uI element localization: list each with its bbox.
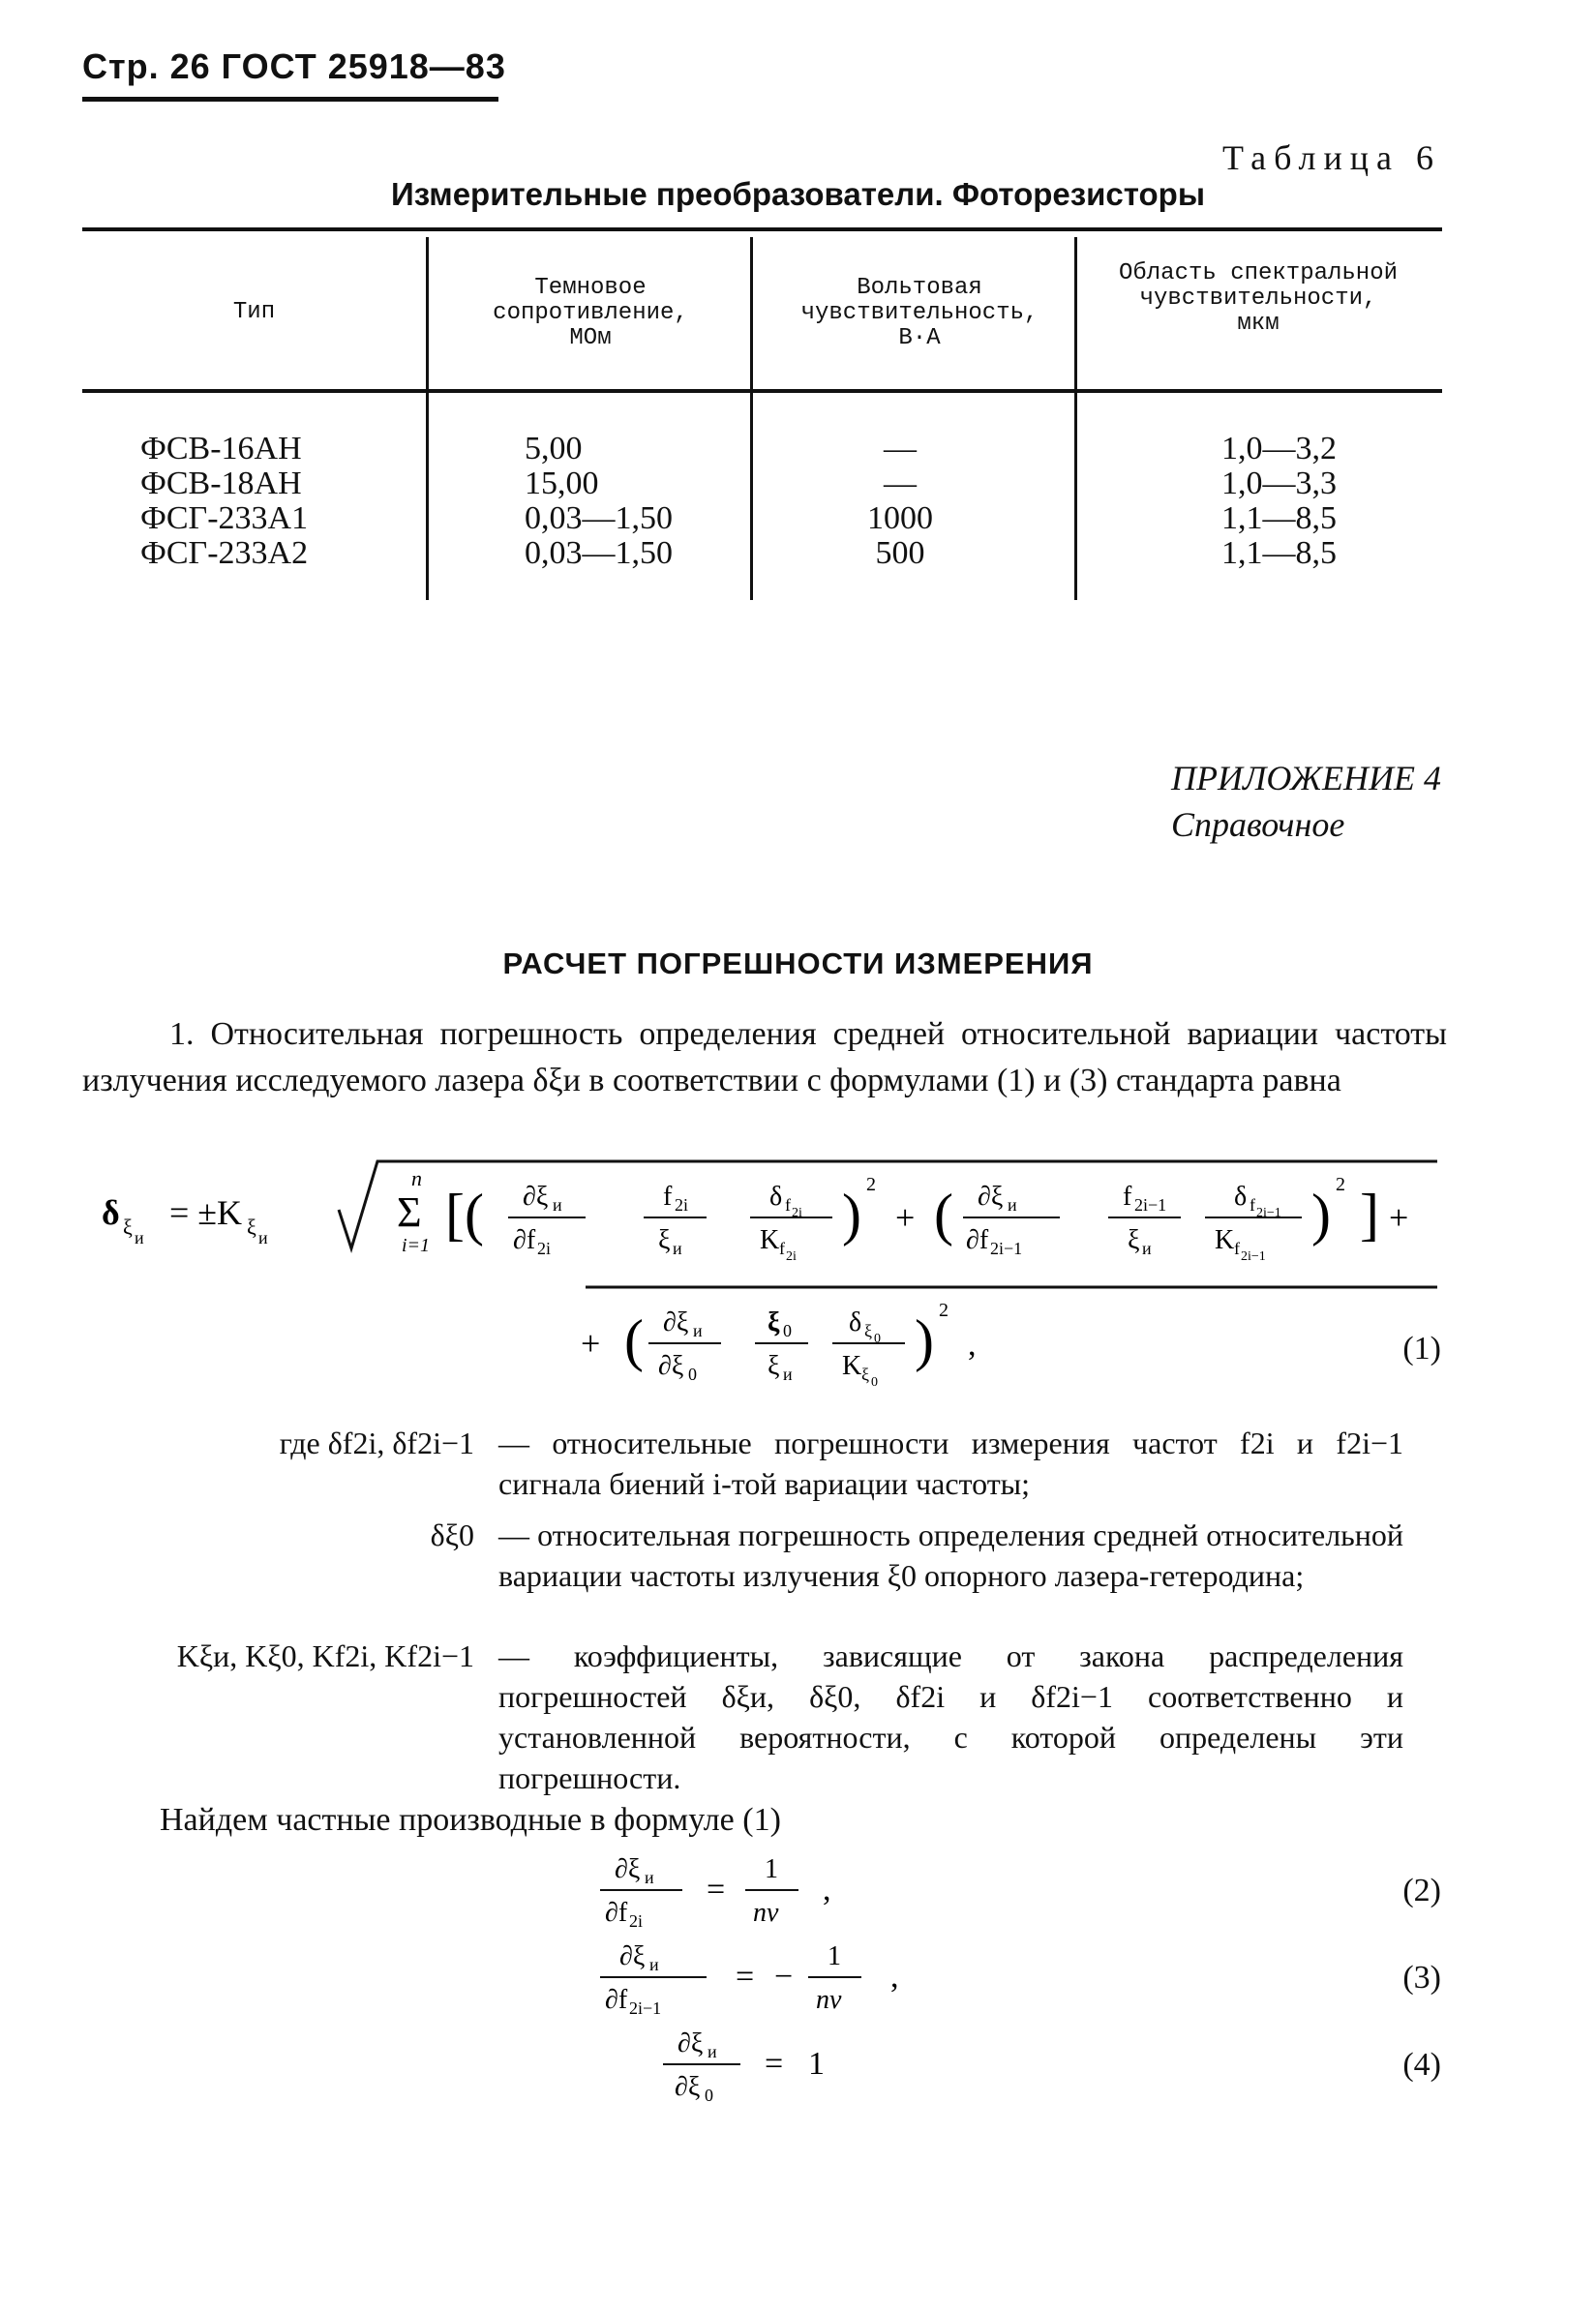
table-cell: 5,00 — [525, 431, 583, 466]
svg-text:(: ( — [934, 1183, 953, 1247]
table-cell: 1,1—8,5 — [1221, 535, 1337, 571]
table-column-type — [140, 432, 308, 571]
table-header-cell: Темновое сопротивление, МОм — [493, 275, 688, 351]
svg-text:∂ξ: ∂ξ — [663, 1307, 689, 1337]
svg-text:): ) — [1311, 1183, 1331, 1247]
svg-text:2: 2 — [1336, 1174, 1345, 1195]
table-cell: 1000 — [867, 500, 933, 536]
appendix-title: ПРИЛОЖЕНИЕ 4 — [1171, 759, 1441, 797]
legend-symbol: где δf2i, δf2i−1 — [279, 1426, 474, 1460]
page-header: Стр. 26 ГОСТ 25918—83 — [82, 46, 506, 86]
legend-definition: — коэффициенты, зависящие от закона распределения погрешностей δξи, δξ0, δf2i и δf2i−1 соответственно и установленной вероятности, с которой определены эти погрешности. — [498, 1638, 1403, 1795]
svg-text:2i: 2i — [675, 1195, 689, 1215]
svg-text:]: ] — [1360, 1183, 1379, 1247]
table-header-cell: Тип — [232, 299, 276, 325]
svg-text:ξ: ξ — [861, 1365, 870, 1384]
svg-text:∂f: ∂f — [966, 1225, 989, 1255]
svg-text:и: и — [135, 1228, 144, 1247]
svg-text:2: 2 — [866, 1174, 876, 1195]
equation-1 — [102, 1156, 1457, 1408]
svg-text:2i−1: 2i−1 — [1134, 1195, 1167, 1215]
svg-text:nν: nν — [753, 1898, 779, 1928]
table-cell: ФСВ-16АН — [140, 431, 302, 466]
derivatives-intro: Найдем частные производные в формуле (1) — [160, 1802, 781, 1838]
svg-text:nν: nν — [816, 1985, 842, 2015]
table-cell: 15,00 — [525, 466, 599, 501]
svg-text:и: и — [649, 1955, 659, 1974]
header-rule — [82, 97, 498, 102]
equation-3-graphic — [600, 1931, 949, 2023]
svg-text:ξ: ξ — [768, 1307, 780, 1337]
svg-text:и: и — [553, 1195, 562, 1215]
svg-text:2i−1: 2i−1 — [629, 1998, 662, 2018]
svg-text:f: f — [1250, 1195, 1255, 1215]
legend-symbol: δξ0 — [430, 1517, 474, 1552]
svg-text:n: n — [411, 1166, 422, 1190]
svg-text:+: + — [1389, 1198, 1409, 1237]
table-cell: 500 — [875, 535, 925, 571]
svg-text:f: f — [1123, 1182, 1132, 1212]
equation-1-number: (1) — [1402, 1331, 1441, 1367]
table-cell: — — [884, 466, 917, 501]
equation-2-number: (2) — [1402, 1873, 1441, 1908]
table-cell: ФСВ-18АН — [140, 466, 302, 501]
svg-text:,: , — [968, 1327, 977, 1363]
svg-text:∂ξ: ∂ξ — [978, 1182, 1004, 1212]
equation-4-graphic — [663, 2018, 895, 2110]
svg-text:Σ: Σ — [397, 1188, 422, 1236]
svg-text:и: и — [783, 1365, 793, 1384]
equation-4-number: (4) — [1402, 2047, 1441, 2083]
svg-text:−: − — [774, 1959, 794, 1995]
svg-text:=: = — [765, 2046, 784, 2082]
svg-text:,: , — [890, 1959, 899, 1995]
table-cell: ФСГ-233А2 — [140, 535, 309, 571]
svg-text:∂ξ: ∂ξ — [658, 1351, 684, 1381]
table-cell: — — [884, 431, 917, 466]
svg-text:ξ: ξ — [768, 1351, 780, 1381]
legend-definition: — относительные погрешности измерения частот f2i и f2i−1 сигнала биений i-той вариации частоты; — [498, 1426, 1404, 1501]
svg-text:∂ξ: ∂ξ — [619, 1941, 646, 1971]
svg-text:и: и — [693, 1321, 703, 1340]
equation-3 — [600, 1931, 949, 2028]
table-col-divider — [750, 237, 753, 600]
svg-text:+: + — [581, 1324, 601, 1363]
svg-text:+: + — [895, 1198, 916, 1237]
table-column-sensitivity — [842, 432, 958, 571]
svg-text:1: 1 — [828, 1941, 841, 1971]
svg-text:i=1: i=1 — [402, 1235, 431, 1256]
svg-text:0: 0 — [688, 1365, 697, 1384]
svg-text:δ: δ — [849, 1307, 862, 1337]
svg-text:0: 0 — [874, 1332, 881, 1346]
svg-text:∂ξ: ∂ξ — [675, 2072, 701, 2102]
svg-text:∂f: ∂f — [605, 1898, 628, 1928]
svg-text:f: f — [1234, 1239, 1240, 1258]
svg-text:ξ: ξ — [658, 1225, 671, 1255]
svg-text:2i−1: 2i−1 — [1241, 1249, 1266, 1264]
svg-text:2i: 2i — [786, 1249, 797, 1264]
appendix-subtitle: Справочное — [1171, 805, 1345, 844]
table-cell: ФСГ-233А1 — [140, 500, 309, 536]
svg-text:∂ξ: ∂ξ — [678, 2028, 704, 2058]
svg-text:и: и — [708, 2042, 717, 2061]
svg-text:): ) — [842, 1183, 861, 1247]
legend-symbol: Kξи, Kξ0, Kf2i, Kf2i−1 — [176, 1638, 474, 1673]
svg-text:1: 1 — [765, 1854, 778, 1884]
intro-text: 1. Относительная погрешность определения средней относительной вариации частоты излучения исследуемого лазера δξи в соответствии с формулами (1) и (3) стандарта равна — [82, 1016, 1447, 1098]
table-cell: 0,03—1,50 — [525, 500, 673, 536]
svg-text:K: K — [760, 1225, 780, 1255]
svg-text:f: f — [779, 1239, 785, 1258]
svg-text:): ) — [915, 1308, 934, 1372]
equation-1-graphic — [102, 1156, 1457, 1408]
svg-text:(: ( — [624, 1308, 644, 1372]
svg-text:∂f: ∂f — [605, 1985, 628, 2015]
svg-text:K: K — [1215, 1225, 1235, 1255]
table-col-divider — [1074, 237, 1077, 600]
appendix-heading — [1171, 755, 1441, 848]
table-cell: 1,0—3,3 — [1221, 466, 1337, 501]
svg-text:ξ: ξ — [1128, 1225, 1140, 1255]
table-cell: 1,0—3,2 — [1221, 431, 1337, 466]
svg-text:ξ: ξ — [247, 1215, 256, 1239]
svg-text:=: = — [736, 1959, 755, 1995]
svg-text:0: 0 — [705, 2086, 713, 2105]
intro-paragraph — [82, 1011, 1447, 1104]
svg-text:и: и — [645, 1868, 654, 1887]
equation-2-graphic — [600, 1844, 910, 1931]
svg-text:2i: 2i — [537, 1239, 552, 1258]
svg-text:ξ: ξ — [123, 1215, 133, 1239]
svg-text:2i: 2i — [792, 1206, 802, 1220]
table-label: Таблица 6 — [1222, 138, 1441, 177]
svg-text:0: 0 — [783, 1321, 792, 1340]
table-header-rule — [82, 389, 1442, 393]
svg-text:2i−1: 2i−1 — [990, 1239, 1023, 1258]
table-title: Измерительные преобразователи. Фоторезисторы — [390, 176, 1206, 212]
svg-text:,: , — [823, 1872, 831, 1907]
svg-text:[(: [( — [445, 1183, 484, 1247]
svg-text:и: и — [1142, 1239, 1152, 1258]
svg-text:f: f — [785, 1195, 791, 1215]
svg-text:0: 0 — [871, 1375, 878, 1390]
table-top-rule — [82, 227, 1442, 231]
svg-text:δ: δ — [769, 1182, 783, 1212]
legend-definition: — относительная погрешность определения средней относительной вариации частоты излучения ξ0 опорного лазера-гетеродина; — [498, 1517, 1403, 1593]
svg-text:и: и — [1008, 1195, 1017, 1215]
svg-text:и: и — [673, 1239, 682, 1258]
svg-text:2: 2 — [939, 1300, 949, 1321]
equation-2 — [600, 1844, 910, 1936]
svg-text:∂ξ: ∂ξ — [615, 1854, 641, 1884]
svg-text:δ: δ — [102, 1193, 120, 1232]
svg-text:и: и — [258, 1228, 268, 1247]
svg-text:2i−1: 2i−1 — [1256, 1206, 1281, 1220]
equation-3-number: (3) — [1402, 1960, 1441, 1996]
section-title: РАСЧЕТ ПОГРЕШНОСТИ ИЗМЕРЕНИЯ — [502, 946, 1094, 980]
table-column-resistance — [525, 432, 673, 571]
table-cell: 0,03—1,50 — [525, 535, 673, 571]
equation-4 — [663, 2018, 895, 2115]
svg-text:1: 1 — [808, 2046, 825, 2082]
svg-text:f: f — [663, 1182, 673, 1212]
svg-text:= ±K: = ±K — [169, 1193, 243, 1232]
table-header-cell: Вольтовая чувствительность, В·А — [800, 275, 1039, 351]
table-cell: 1,1—8,5 — [1221, 500, 1337, 536]
svg-text:ξ: ξ — [864, 1321, 873, 1340]
table-column-range — [1221, 432, 1337, 571]
svg-text:∂f: ∂f — [513, 1225, 536, 1255]
svg-text:2i: 2i — [629, 1911, 644, 1931]
table-col-divider — [426, 237, 429, 600]
svg-text:δ: δ — [1234, 1182, 1248, 1212]
svg-text:K: K — [842, 1351, 862, 1381]
table-header-cell: Область спектральной чувствительности, мкм — [1118, 260, 1399, 337]
svg-text:∂ξ: ∂ξ — [523, 1182, 549, 1212]
svg-text:=: = — [707, 1872, 726, 1907]
